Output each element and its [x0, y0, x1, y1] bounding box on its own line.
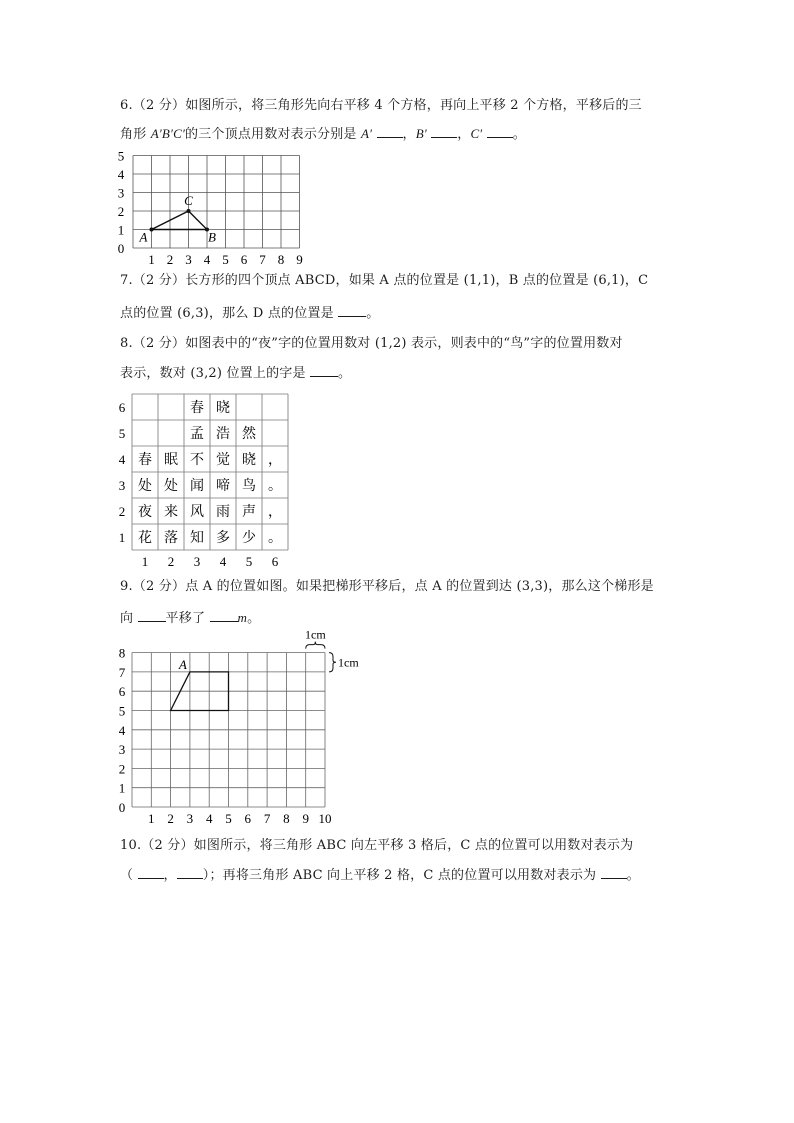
x-tick-label: 4: [203, 252, 211, 266]
q10-open-paren: （: [120, 868, 134, 883]
q10-x-blank[interactable]: [138, 864, 164, 879]
fig9-scale-marker: [305, 630, 359, 672]
vertex-label: A: [139, 229, 148, 245]
fig6-y-ticks: [118, 149, 125, 257]
x-tick-label: 9: [296, 252, 303, 266]
scale-h-label: 1cm: [305, 630, 326, 642]
q8-answer-blank[interactable]: [310, 362, 338, 377]
vertex-point: [187, 209, 191, 213]
y-tick-label: 2: [118, 761, 126, 777]
q6-end: 。: [512, 127, 526, 142]
x-tick-label: 9: [302, 811, 309, 826]
table-cell-char: 不: [190, 452, 204, 468]
table-cell-char: 觉: [216, 452, 230, 468]
q9-direction-blank[interactable]: [138, 607, 166, 622]
table-cell-char: 多: [216, 530, 230, 546]
table-cell-char: 知: [190, 530, 204, 546]
y-tick-label: 5: [118, 703, 126, 719]
y-tick-label: 6: [118, 684, 126, 700]
q10-line2: [120, 864, 640, 886]
y-tick-label: 8: [118, 645, 126, 661]
q6-sep1: ，: [402, 127, 416, 142]
y-tick-label: 7: [118, 664, 126, 680]
y-tick-label: 4: [117, 167, 125, 182]
q8-end: 。: [338, 366, 352, 381]
fig6-grid-lines: [133, 156, 300, 249]
table-cell-char: 然: [242, 426, 256, 442]
y-tick-label: 3: [117, 185, 125, 201]
q10-end: 。: [626, 868, 640, 883]
table-cell-char: 啼: [216, 478, 230, 494]
x-tick-label: 2: [167, 811, 174, 826]
q6-b-answer-blank[interactable]: [431, 123, 457, 138]
q6-sep2: ，: [457, 127, 471, 142]
x-tick-label: 3: [186, 811, 194, 826]
fig8-column-labels: [142, 554, 279, 569]
table-cell-char: ，: [268, 452, 282, 468]
x-tick-label: 10: [318, 811, 332, 826]
q6-a-label: A′: [360, 126, 373, 141]
table-cell-char: 少: [242, 530, 256, 546]
column-label: 6: [271, 554, 279, 569]
q9-line2: [120, 607, 260, 629]
vertex-point: [150, 228, 154, 232]
x-tick-label: 1: [148, 811, 155, 826]
q6-a-answer-blank[interactable]: [377, 123, 403, 138]
y-tick-label: 2: [117, 204, 125, 219]
table-cell-char: 春: [190, 400, 204, 416]
x-tick-label: 6: [244, 811, 252, 826]
q9-line1: 9.（2 分）点 A 的位置如图。如果把梯形平移后，点 A 的位置到达 (3,3)，那么这个梯形是: [120, 579, 654, 594]
y-tick-label: 1: [117, 222, 125, 238]
table-cell-char: 花: [138, 530, 152, 546]
table-cell-char: 孟: [190, 426, 204, 442]
x-tick-label: 8: [283, 811, 290, 826]
row-label: 5: [118, 426, 126, 441]
q6-triangle-symbol: A′B′C′: [150, 126, 186, 141]
x-tick-label: 4: [205, 811, 213, 826]
x-tick-label: 2: [166, 252, 174, 266]
horizontal-brace: [306, 642, 325, 649]
y-tick-label: 5: [117, 148, 125, 164]
row-label: 2: [118, 504, 126, 519]
x-tick-label: 7: [259, 252, 266, 266]
q10-comma: ，: [163, 868, 177, 883]
column-label: 1: [141, 554, 149, 569]
table-cell-char: ，: [268, 504, 282, 520]
fig9-y-ticks: [119, 646, 126, 815]
q6-c-label: C′: [470, 126, 483, 141]
y-tick-label: 4: [118, 722, 126, 738]
x-tick-label: 5: [222, 252, 229, 266]
q9-line2-pre: 向: [120, 611, 134, 626]
q9-line2-mid: 平移了: [165, 611, 206, 626]
row-label: 6: [118, 400, 126, 415]
table-cell-char: 处: [164, 478, 178, 494]
vertical-brace: [329, 653, 336, 672]
q7-line1: 7.（2 分）长方形的四个顶点 ABCD，如果 A 点的位置是 (1,1)，B 点的位置是 (6,1)，C: [120, 273, 649, 288]
q6-b-label: B′: [415, 126, 427, 141]
q6-line2: [120, 123, 526, 145]
vertex-label: C: [184, 193, 193, 208]
y-tick-label: 0: [117, 241, 125, 256]
vertex-label: B: [208, 229, 216, 245]
y-tick-label: 0: [118, 800, 126, 815]
q10-line1: 10.（2 分）如图所示，将三角形 ABC 向左平移 3 格后，C 点的位置可以用数对表示为: [120, 838, 634, 853]
table-cell-char: 处: [138, 478, 152, 494]
q7-line2-text: 点的位置 (6,3)，那么 D 点的位置是: [120, 306, 334, 321]
table-cell-char: 夜: [138, 504, 152, 520]
q10-line2-text: ）；再将三角形 ABC 向上平移 2 格，C 点的位置可以用数对表示为: [202, 868, 597, 883]
table-cell-char: 雨: [216, 504, 230, 520]
column-label: 2: [167, 554, 175, 569]
q9-end: 。: [247, 611, 261, 626]
q10-final-blank[interactable]: [601, 864, 627, 879]
q9-distance-blank[interactable]: [210, 607, 238, 622]
fig6-triangle-abc: [139, 193, 217, 245]
table-cell-char: 风: [190, 504, 204, 520]
fig9-grid-figure: [110, 630, 380, 830]
table-cell-char: 浩: [216, 426, 230, 442]
table-cell-char: 晓: [216, 400, 230, 416]
q6-line1: 6.（2 分）如图所示，将三角形先向右平移 4 个方格，再向上平移 2 个方格，平移后的三: [120, 98, 642, 113]
table-cell-char: 春: [138, 452, 152, 468]
scale-v-label: 1cm: [338, 655, 359, 670]
y-tick-label: 3: [118, 742, 126, 758]
table-cell-char: 晓: [242, 452, 256, 468]
x-tick-label: 3: [185, 252, 192, 266]
triangle-outline: [152, 211, 208, 230]
fig9-trapezoid: [171, 657, 229, 711]
x-tick-label: 8: [277, 252, 285, 266]
table-cell-char: 眠: [164, 452, 178, 468]
q6-c-answer-blank[interactable]: [487, 123, 513, 138]
q8-line2: [120, 362, 351, 384]
fig8-table-grid: [132, 394, 288, 550]
table-cell-char: 。: [268, 530, 282, 546]
table-cell-char: 落: [164, 530, 178, 546]
x-tick-label: 7: [263, 811, 271, 826]
x-tick-label: 6: [240, 252, 248, 266]
table-cell-char: 来: [164, 504, 178, 520]
q8-line1: 8.（2 分）如图表中的“夜”字的位置用数对 (1,2) 表示，则表中的“鸟”字的位置用数对: [120, 336, 623, 351]
row-label: 4: [118, 452, 126, 467]
table-cell-char: 闻: [190, 478, 204, 494]
fig9-x-ticks: [148, 811, 331, 826]
fig8-row-labels: [119, 400, 126, 545]
table-cell-char: 鸟: [242, 478, 256, 494]
q7-line2: [120, 302, 379, 324]
column-label: 3: [193, 554, 201, 569]
table-cell-char: 。: [268, 478, 282, 494]
q6-line2-pre: 角形: [120, 127, 151, 142]
row-label: 1: [118, 530, 126, 545]
fig6-grid-figure: [110, 146, 310, 266]
y-tick-label: 1: [118, 780, 126, 796]
table-cell-char: 声: [242, 504, 256, 520]
fig6-x-ticks: [148, 252, 303, 266]
row-label: 3: [118, 478, 126, 493]
q7-end: 。: [366, 306, 380, 321]
q8-line2-text: 表示，数对 (3,2) 位置上的字是: [120, 366, 306, 381]
x-tick-label: 1: [148, 252, 155, 266]
x-tick-label: 5: [225, 811, 232, 826]
column-label: 4: [219, 554, 227, 569]
fig8-poem-table: [112, 390, 302, 572]
point-a-label: A: [178, 656, 187, 672]
q6-line2-mid: 的三个顶点用数对表示分别是: [185, 127, 361, 142]
q10-y-blank[interactable]: [177, 864, 203, 879]
q7-d-answer-blank[interactable]: [338, 302, 366, 317]
q9-unit: m: [237, 610, 248, 625]
column-label: 5: [245, 554, 253, 569]
